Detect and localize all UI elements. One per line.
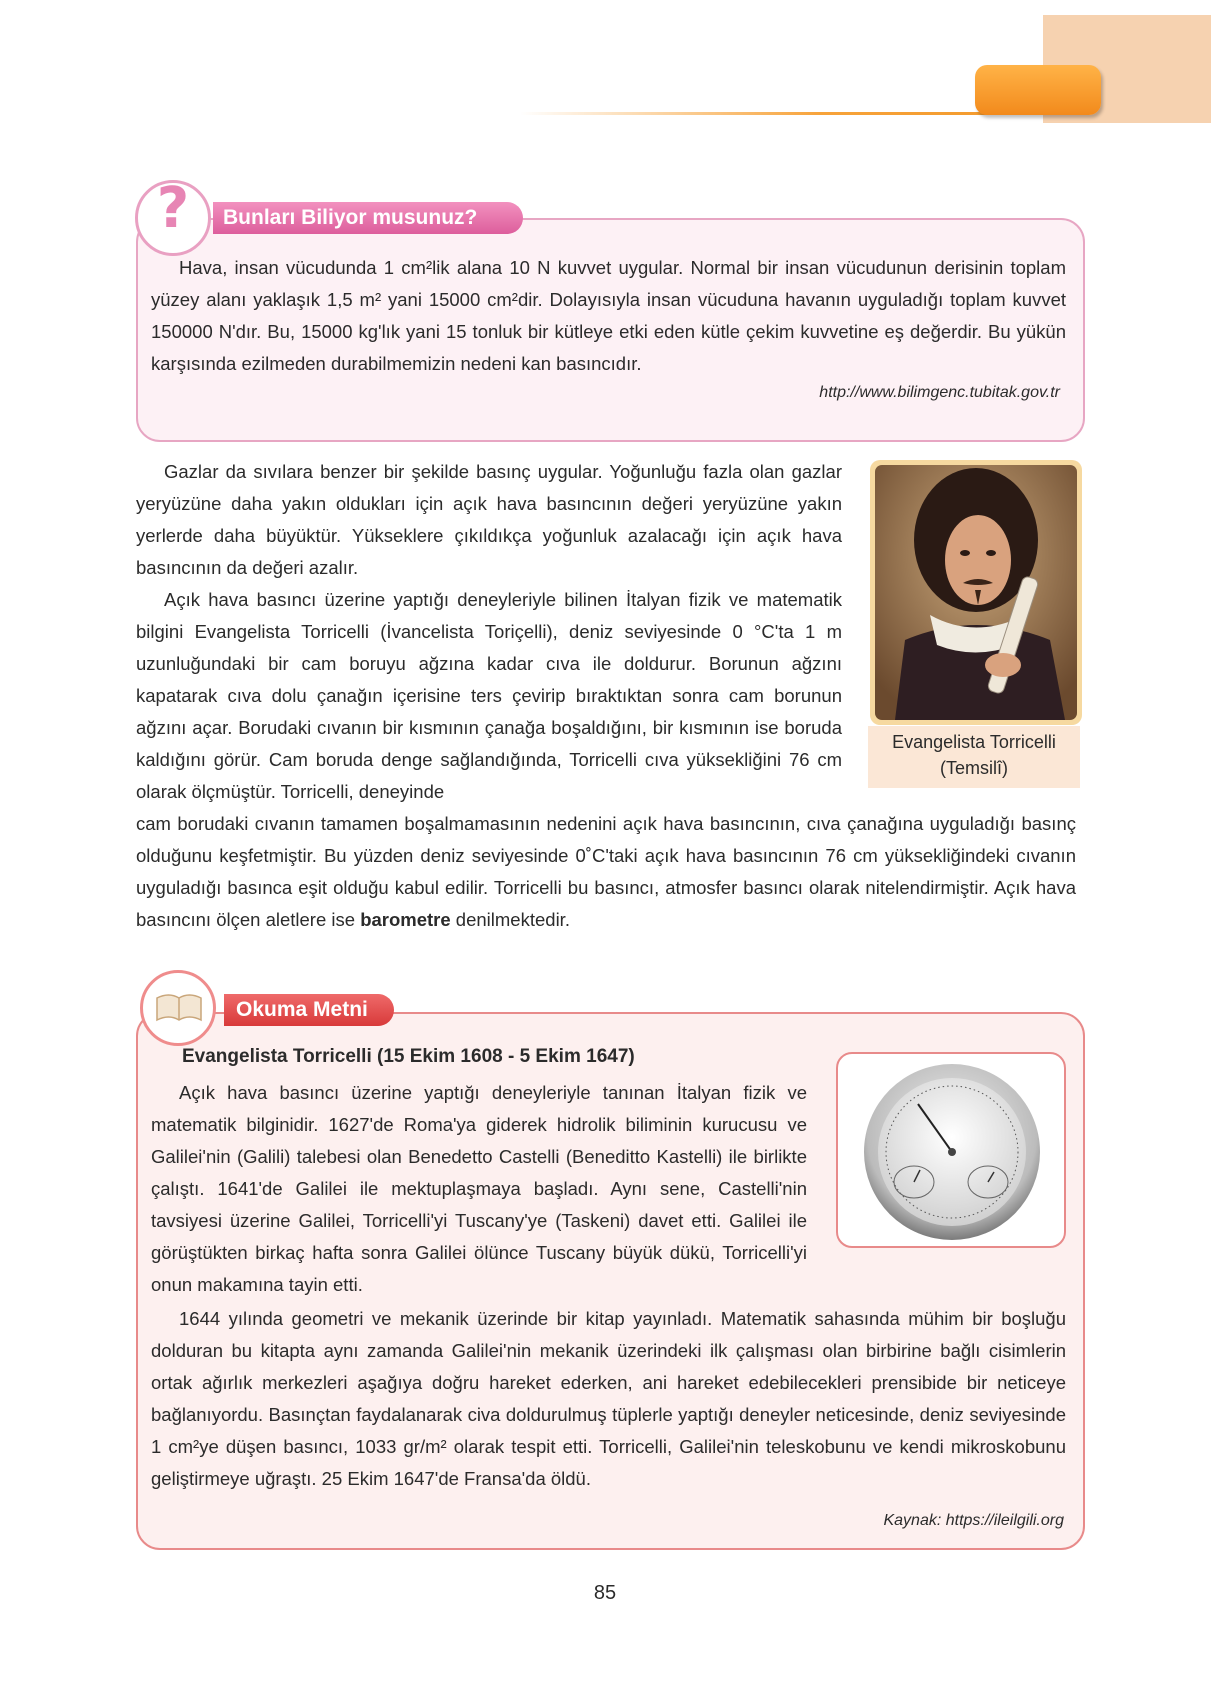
torricelli-portrait bbox=[875, 465, 1077, 720]
main-paragraph-1: Gazlar da sıvılara benzer bir şekilde basınç uygular. Yoğunluğu fazla olan gazlar yeryüzüne daha yakın oldukları için açık hava basıncının değeri yeryüzüne yakın yerlerde daha büyüktür. Yükseklere çıkıldıkça yoğunluk azalacağı için açık hava basıncının da değeri azalır. bbox=[136, 461, 842, 578]
main-paragraph-3-text: cam borudaki cıvanın tamamen boşalmamasının nedenini açık hava basıncının, cıva çanağına uyguladığı basınç olduğunu keşfetmiştir. Bu yüzden deniz seviyesinde 0˚C'taki açık hava basıncının 76 cm yüksekliğindeki cıvanın uyguladığı basınca eşit olduğu kabul edilir. Torricelli bu basıncı, atmosfer basıncı olarak nitelendirmiştir. Açık hava basıncını ölçen aletlere ise bbox=[136, 813, 1076, 930]
barometer-image-frame bbox=[836, 1052, 1066, 1248]
reading-box-label: Okuma Metni bbox=[224, 994, 394, 1026]
reading-title: Evangelista Torricelli (15 Ekim 1608 - 5 Ekim 1647) bbox=[182, 1046, 635, 1067]
question-icon: ? bbox=[156, 176, 190, 241]
header-tab bbox=[975, 65, 1101, 115]
portrait-frame bbox=[870, 460, 1082, 725]
book-icon bbox=[155, 990, 203, 1024]
main-paragraph-3 bbox=[136, 808, 1076, 936]
main-paragraph-3-end: denilmektedir. bbox=[450, 909, 570, 930]
barometer-image bbox=[858, 1056, 1046, 1246]
header-line bbox=[520, 112, 1020, 115]
main-text-column bbox=[136, 456, 842, 808]
reading-source[interactable]: Kaynak: https://ileilgili.org bbox=[883, 1512, 1064, 1529]
fact-source-link[interactable]: http://www.bilimgenc.tubitak.gov.tr bbox=[819, 384, 1060, 401]
barometre-term: barometre bbox=[360, 909, 451, 930]
fact-text: Hava, insan vücudunda 1 cm²lik alana 10 N kuvvet uygular. Normal bir insan vücudunun derisinin toplam yüzey alanı yaklaşık 1,5 m² yani 15000 cm²dir. Dolayısıyla insan vücuduna havanın uyguladığı toplam kuvvet 150000 N'dır. Bu, 15000 kg'lık yani 15 tonluk bir kütleye etki eden kütle çekim kuvvetine eş değerdir. Bu yükün karşısında ezilmeden durabilmemizin nedeni kan basıncıdır. bbox=[151, 257, 1066, 374]
portrait-caption-note: (Temsilî) bbox=[940, 758, 1008, 778]
portrait-caption: Evangelista Torricelli bbox=[892, 732, 1056, 752]
main-paragraph-2: Açık hava basıncı üzerine yaptığı deneyleriyle bilinen İtalyan fizik ve matematik bilgini Evangelista Torricelli (İvancelista Toriçelli), deniz seviyesinde 0 °C'ta 1 m uzunluğundaki bir cam boruyu ağzına kadar cıva ile doldurur. Borunun ağzını kapatarak cıva dolu çanağın içerisine ters çevirip bıraktıktan sonra cam borunun ağzını açar. Borudaki cıvanın bir kısmının çanağa boşaldığını, bir kısmının ise boruda kaldığını görür. Cam boruda denge sağlandığında, Torricelli cıva yüksekliğini 76 cm olarak ölçmüştür. Torricelli, deneyinde bbox=[136, 589, 842, 802]
reading-paragraph-1: Açık hava basıncı üzerine yaptığı deneyleriyle tanınan İtalyan fizik ve matematik bilginidir. 1627'de Roma'ya giderek hidrolik biliminin kurucusu ve Galilei'nin (Galili) talebesi olan Benedetto Castelli (Beneditto Kastelli) ile birlikte çalıştı. 1641'de Galilei ile mektuplaşmaya başladı. Aynı sene, Castelli'nin tavsiyesi üzerine Galilei, Torricelli'yi Tuscany'ye (Taskeni) davet etti. Galilei ile görüştükten birkaç hafta sonra Galilei ölünce Tuscany büyük dükü, Torricelli'yi onun makamına tayin etti. bbox=[151, 1082, 807, 1295]
page-number: 85 bbox=[593, 1582, 617, 1604]
fact-box-label: Bunları Biliyor musunuz? bbox=[213, 202, 523, 234]
reading-paragraph-2: 1644 yılında geometri ve mekanik üzerinde bir kitap yayınladı. Matematik sahasında mühim bir boşluğu dolduran bu kitapta aynı zamanda Galilei'nin mekanik üzerindeki ilk çalışması olan birbirine bağlı cisimlerin ortak ağırlık merkezleri aşağıya doğru hareket ederken, ani hareket edebilecekleri prensibide bir neticeye bağlanıyordu. Basınçtan faydalanarak civa doldurulmuş tüplerle yaptığı deneyler neticesinde, deniz seviyesinde 1 cm²ye düşen basıncı, 1033 gr/m² olarak tespit etti. Torricelli, Galilei'nin teleskobunu ve kendi mikroskobunu geliştirmeye uğraştı. 25 Ekim 1647'de Fransa'da öldü. bbox=[151, 1308, 1066, 1489]
